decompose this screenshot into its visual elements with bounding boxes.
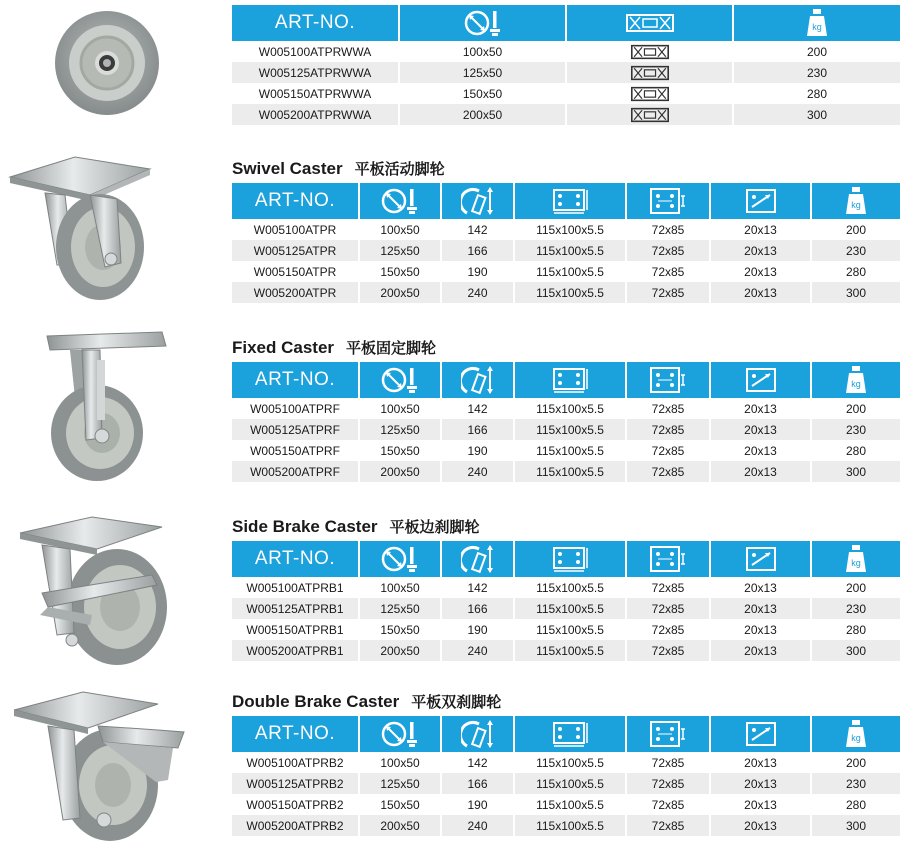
cell-plate: 115x100x5.5 [514,773,626,794]
cell-load: 200 [811,752,900,773]
table-row [232,440,900,461]
package-box-icon [631,44,669,60]
section-title-en: Fixed Caster [232,338,335,357]
cell-art: W005125ATPRB1 [232,598,359,619]
package-box-icon [631,86,669,102]
cell-size: 200x50 [359,461,441,482]
bolt-header [710,362,811,398]
table-row [232,752,900,773]
cell-art: W005100ATPR [232,219,359,240]
swivel-caster-photo [5,155,160,305]
cell-bolt: 20x13 [710,773,811,794]
hole-header [626,716,710,752]
table-row [232,773,900,794]
package-box-icon [631,65,669,81]
table-row [232,219,900,240]
height-header [441,183,514,219]
cell-bolt: 20x13 [710,219,811,240]
cell-size: 125x50 [359,419,441,440]
table-row [232,261,900,282]
cell-size: 150x50 [399,83,566,104]
load-unit-label: kg [851,379,861,389]
cell-load: 300 [811,640,900,661]
section-title-cn: 平板固定脚轮 [346,339,437,357]
section-title-cn: 平板活动脚轮 [354,160,445,178]
load-header [811,183,900,219]
section-title-en: Swivel Caster [232,159,343,178]
cell-plate: 115x100x5.5 [514,219,626,240]
cell-size: 100x50 [359,577,441,598]
cell-plate: 115x100x5.5 [514,398,626,419]
bolt-hole-icon [741,186,781,216]
load-unit-label: kg [851,558,861,568]
cell-plate: 115x100x5.5 [514,577,626,598]
cell-hole: 72x85 [626,461,710,482]
cell-art: W005150ATPR [232,261,359,282]
hole-header [626,183,710,219]
table-row [232,815,900,836]
table-row [232,62,900,83]
wheel-table-header [232,5,900,41]
cell-plate: 115x100x5.5 [514,752,626,773]
cell-plate: 115x100x5.5 [514,794,626,815]
total-height-icon [461,544,495,574]
hole-spacing-icon [648,719,688,749]
spec-table [232,183,900,303]
spec-table [232,541,900,661]
cell-plate: 115x100x5.5 [514,598,626,619]
double-brake-caster-photo [8,690,188,845]
hole-header [626,362,710,398]
plate-header [514,183,626,219]
cell-load: 230 [811,598,900,619]
cell-hole: 72x85 [626,440,710,461]
hole-header [626,541,710,577]
cell-hole: 72x85 [626,219,710,240]
cell-art: W005125ATPR [232,240,359,261]
cell-art: W005200ATPRB2 [232,815,359,836]
cell-hole: 72x85 [626,619,710,640]
table-header [232,362,900,398]
table-row [232,398,900,419]
cell-load: 230 [811,240,900,261]
cell-size: 200x50 [399,104,566,125]
cell-size: 150x50 [359,619,441,640]
section-title [232,516,480,537]
cell-height: 142 [441,752,514,773]
cell-hole: 72x85 [626,598,710,619]
cell-art: W005100ATPRB1 [232,577,359,598]
cell-size: 125x50 [359,773,441,794]
plate-header [514,541,626,577]
cell-load: 300 [811,461,900,482]
cell-hole: 72x85 [626,577,710,598]
cell-art: W005200ATPRF [232,461,359,482]
table-header [232,183,900,219]
plate-size-icon [550,719,590,749]
cell-plate: 115x100x5.5 [514,440,626,461]
table-row [232,83,900,104]
section-title-en: Side Brake Caster [232,517,378,536]
plate-header [514,362,626,398]
cell-pkg [566,104,733,125]
section-title [232,691,501,712]
cell-hole: 72x85 [626,640,710,661]
table-row [232,41,900,62]
cell-height: 190 [441,619,514,640]
cell-size: 200x50 [359,815,441,836]
cell-plate: 115x100x5.5 [514,461,626,482]
table-row [232,461,900,482]
table-row [232,240,900,261]
cell-bolt: 20x13 [710,461,811,482]
total-height-icon [461,719,495,749]
cell-art: W005125ATPRF [232,419,359,440]
cell-height: 240 [441,282,514,303]
plate-size-icon [550,365,590,395]
cell-height: 142 [441,219,514,240]
table-row [232,598,900,619]
cell-hole: 72x85 [626,282,710,303]
cell-art: W005150ATPRB2 [232,794,359,815]
height-header [441,541,514,577]
cell-art: W005150ATPRWWA [232,83,399,104]
spec-table [232,716,900,836]
cell-art: W005125ATPRWWA [232,62,399,83]
section-title [232,158,445,179]
cell-load: 200 [811,577,900,598]
cell-height: 240 [441,461,514,482]
section-title-cn: 平板双刹脚轮 [411,693,502,711]
cell-bolt: 20x13 [710,752,811,773]
cell-bolt: 20x13 [710,440,811,461]
cell-size: 200x50 [359,640,441,661]
load-header [733,5,900,41]
bolt-hole-icon [741,719,781,749]
cell-bolt: 20x13 [710,398,811,419]
cell-plate: 115x100x5.5 [514,282,626,303]
bolt-hole-icon [741,365,781,395]
section-title [232,337,436,358]
cell-height: 166 [441,240,514,261]
cell-art: W005150ATPRF [232,440,359,461]
cell-pkg [566,41,733,62]
cell-plate: 115x100x5.5 [514,261,626,282]
cell-hole: 72x85 [626,815,710,836]
table-row [232,640,900,661]
bolt-header [710,541,811,577]
wheel-photo [52,8,162,118]
art-header: ART-NO. [232,183,359,219]
wheel-size-icon [463,8,503,38]
section-title-en: Double Brake Caster [232,692,400,711]
art-header: ART-NO. [232,716,359,752]
fixed-caster-photo [42,328,172,483]
cell-size: 100x50 [399,41,566,62]
cell-hole: 72x85 [626,773,710,794]
cell-height: 142 [441,577,514,598]
total-height-icon [461,186,495,216]
hole-spacing-icon [648,186,688,216]
plate-size-icon [550,186,590,216]
wheel-size-icon [380,365,420,395]
cell-art: W005200ATPRB1 [232,640,359,661]
cell-height: 190 [441,261,514,282]
table-row [232,577,900,598]
cell-bolt: 20x13 [710,815,811,836]
cell-bolt: 20x13 [710,240,811,261]
cell-art: W005100ATPRWWA [232,41,399,62]
cell-bolt: 20x13 [710,282,811,303]
cell-plate: 115x100x5.5 [514,640,626,661]
cell-load: 200 [733,41,900,62]
cell-height: 240 [441,640,514,661]
cell-art: W005150ATPRB1 [232,619,359,640]
section-title-cn: 平板边刹脚轮 [389,518,480,536]
wheel-size-icon [380,544,420,574]
cell-hole: 72x85 [626,261,710,282]
cell-bolt: 20x13 [710,794,811,815]
wheel-size-icon [380,186,420,216]
cell-plate: 115x100x5.5 [514,240,626,261]
cell-load: 200 [811,219,900,240]
height-header [441,362,514,398]
wheel-spec-table [232,5,900,125]
load-header [811,716,900,752]
package-header [566,5,733,41]
cell-size: 100x50 [359,398,441,419]
table-header [232,716,900,752]
size-header [359,541,441,577]
cell-hole: 72x85 [626,240,710,261]
cell-height: 166 [441,598,514,619]
cell-load: 280 [811,261,900,282]
table-row [232,282,900,303]
cell-load: 230 [811,773,900,794]
load-header [811,541,900,577]
cell-size: 100x50 [359,752,441,773]
spec-table [232,362,900,482]
cell-size: 150x50 [359,440,441,461]
cell-art: W005200ATPRWWA [232,104,399,125]
cell-load: 200 [811,398,900,419]
cell-bolt: 20x13 [710,619,811,640]
cell-load: 280 [811,619,900,640]
cell-hole: 72x85 [626,419,710,440]
cell-load: 300 [733,104,900,125]
table-row [232,104,900,125]
cell-load: 230 [733,62,900,83]
cell-load: 300 [811,282,900,303]
load-unit-label: kg [851,200,861,210]
cell-size: 125x50 [399,62,566,83]
cell-art: W005200ATPR [232,282,359,303]
art-no-header: ART-NO. [232,5,399,41]
cell-hole: 72x85 [626,752,710,773]
cell-hole: 72x85 [626,398,710,419]
load-unit-label: kg [812,22,822,32]
side-brake-caster-photo [12,515,182,670]
total-height-icon [461,365,495,395]
cell-height: 190 [441,794,514,815]
table-row [232,419,900,440]
hole-spacing-icon [648,544,688,574]
table-row [232,794,900,815]
bolt-header [710,183,811,219]
cell-size: 125x50 [359,240,441,261]
cell-bolt: 20x13 [710,577,811,598]
package-box-icon [626,13,674,33]
cell-art: W005125ATPRB2 [232,773,359,794]
cell-size: 125x50 [359,598,441,619]
size-header [359,362,441,398]
plate-header [514,716,626,752]
wheel-size-icon [380,719,420,749]
package-box-icon [631,107,669,123]
cell-art: W005100ATPRF [232,398,359,419]
height-header [441,716,514,752]
cell-size: 150x50 [359,794,441,815]
cell-height: 190 [441,440,514,461]
wheel-size-header [399,5,566,41]
cell-hole: 72x85 [626,794,710,815]
cell-size: 100x50 [359,219,441,240]
cell-pkg [566,62,733,83]
load-unit-label: kg [851,733,861,743]
bolt-hole-icon [741,544,781,574]
table-header [232,541,900,577]
cell-height: 166 [441,773,514,794]
cell-height: 166 [441,419,514,440]
cell-load: 300 [811,815,900,836]
table-row [232,619,900,640]
bolt-header [710,716,811,752]
cell-load: 230 [811,419,900,440]
cell-bolt: 20x13 [710,640,811,661]
art-header: ART-NO. [232,541,359,577]
cell-height: 142 [441,398,514,419]
cell-pkg [566,83,733,104]
art-header: ART-NO. [232,362,359,398]
cell-plate: 115x100x5.5 [514,619,626,640]
cell-height: 240 [441,815,514,836]
load-header [811,362,900,398]
cell-size: 150x50 [359,261,441,282]
cell-art: W005100ATPRB2 [232,752,359,773]
cell-load: 280 [811,794,900,815]
cell-bolt: 20x13 [710,419,811,440]
size-header [359,183,441,219]
cell-load: 280 [811,440,900,461]
cell-size: 200x50 [359,282,441,303]
size-header [359,716,441,752]
cell-plate: 115x100x5.5 [514,419,626,440]
cell-load: 280 [733,83,900,104]
plate-size-icon [550,544,590,574]
cell-plate: 115x100x5.5 [514,815,626,836]
cell-bolt: 20x13 [710,261,811,282]
cell-bolt: 20x13 [710,598,811,619]
hole-spacing-icon [648,365,688,395]
